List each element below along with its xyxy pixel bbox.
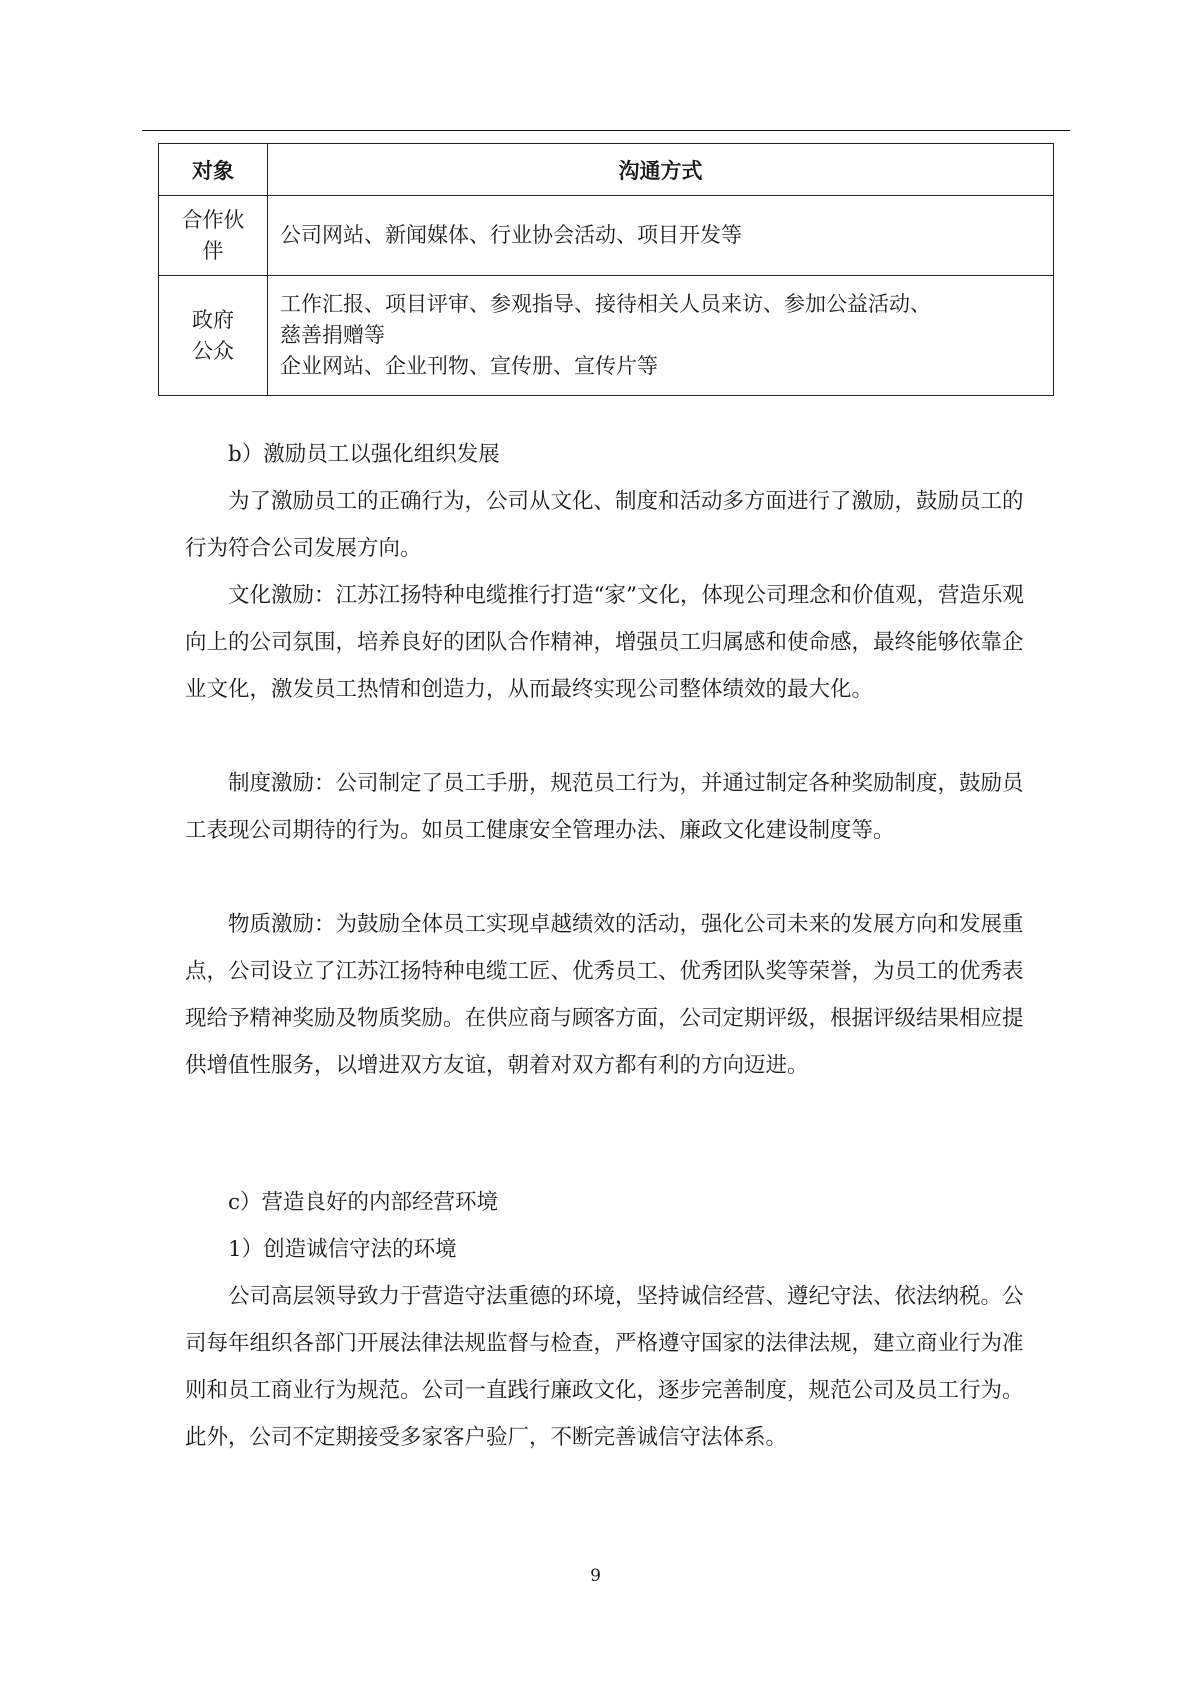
method-line: 工作汇报、项目评审、参观指导、接待相关人员来访、参加公益活动、: [280, 292, 931, 316]
column-header-method: 沟通方式: [268, 144, 1054, 196]
paragraph: 公司高层领导致力于营造守法重德的环境，坚持诚信经营、遵纪守法、依法纳税。公司每年组织各部门开展法律法规监督与检查，严格遵守国家的法律法规，建立商业行为准则和员工商业行为规范。公司一直践行廉政文化，逐步完善制度，规范公司及员工行为。此外，公司不定期接受多家客户验厂，不断完善诚信守法体系。: [185, 1284, 1024, 1450]
paragraph: 制度激励：公司制定了员工手册，规范员工行为，并通过制定各种奖励制度，鼓励员工表现公司期待的行为。如员工健康安全管理办法、廉政文化建设制度等。: [185, 771, 1024, 843]
page-number: 9: [590, 1566, 601, 1586]
table-row: [159, 196, 1054, 276]
method-cell: [268, 196, 1054, 276]
method-line: 慈善捐赠等: [280, 323, 385, 347]
column-header-object: 对象: [159, 144, 268, 196]
object-line: 合作伙: [181, 207, 245, 232]
communication-table: [158, 143, 1054, 396]
paragraph: 物质激励：为鼓励全体员工实现卓越绩效的活动，强化公司未来的发展方向和发展重点，公司设立了江苏江扬特种电缆工匠、优秀员工、优秀团队奖等荣誉，为员工的优秀表现给予精神奖励及物质奖励。在供应商与顾客方面，公司定期评级，根据评级结果相应提供增值性服务，以增进双方友谊，朝着对双方都有利的方向迈进。: [185, 912, 1024, 1078]
object-line: 伴: [202, 238, 224, 263]
method-cell: [268, 276, 1054, 396]
paragraph: 为了激励员工的正确行为，公司从文化、制度和活动多方面进行了激励，鼓励员工的行为符合公司发展方向。: [185, 489, 1024, 561]
object-cell: [159, 196, 268, 276]
method-line: 企业网站、企业刊物、宣传册、宣传片等: [280, 354, 658, 378]
object-line: 政府: [192, 307, 234, 332]
header-rule: [142, 130, 1070, 131]
object-line: 公众: [192, 338, 234, 363]
table-row: [159, 276, 1054, 396]
section-c-subheading: 1）创造诚信守法的环境: [228, 1237, 457, 1262]
table-header-row: [159, 144, 1054, 196]
section-c-heading: c）营造良好的内部经营环境: [228, 1190, 499, 1215]
method-line: 公司网站、新闻媒体、行业协会活动、项目开发等: [280, 223, 742, 247]
paragraph: 文化激励：江苏江扬特种电缆推行打造“家”文化，体现公司理念和价值观，营造乐观向上的公司氛围，培养良好的团队合作精神，增强员工归属感和使命感，最终能够依靠企业文化，激发员工热情和创造力，从而最终实现公司整体绩效的最大化。: [185, 583, 1024, 702]
object-cell: [159, 276, 268, 396]
section-b-heading: b）激励员工以强化组织发展: [228, 442, 500, 467]
